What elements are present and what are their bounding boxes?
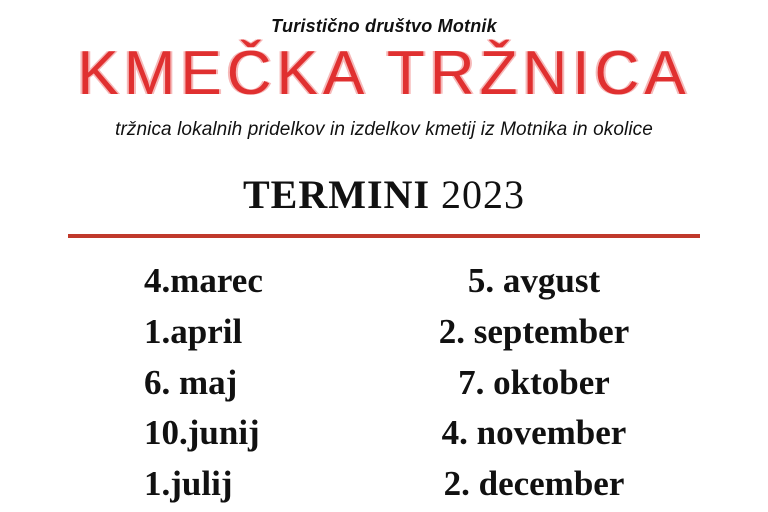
list-item: 10.junij	[144, 413, 260, 453]
section-title-label: TERMINI	[242, 172, 431, 217]
list-item: 5. avgust	[467, 261, 601, 300]
list-item: 4.marec	[144, 261, 263, 300]
list-item: 7. oktober	[458, 362, 610, 402]
dates-column-left	[84, 256, 384, 510]
section-title-year: 2023	[441, 172, 526, 217]
list-item: 6. maj	[144, 362, 238, 402]
list-item: 2. december	[443, 464, 625, 503]
dates-column-right	[384, 256, 684, 510]
list-item: 1.april	[144, 311, 243, 351]
dates-container	[0, 256, 768, 510]
organizer-line: Turistično društvo Motnik	[271, 16, 497, 36]
list-item: 2. september	[438, 311, 630, 351]
divider-rule	[68, 234, 700, 238]
poster-title: KMEČKA TRŽNICA	[77, 39, 691, 108]
poster-subtitle: tržnica lokalnih pridelkov in izdelkov kmetij iz Motnika in okolice	[115, 119, 653, 140]
section-title	[0, 171, 768, 218]
list-item: 1.julij	[144, 464, 233, 503]
list-item: 4. november	[441, 413, 627, 453]
